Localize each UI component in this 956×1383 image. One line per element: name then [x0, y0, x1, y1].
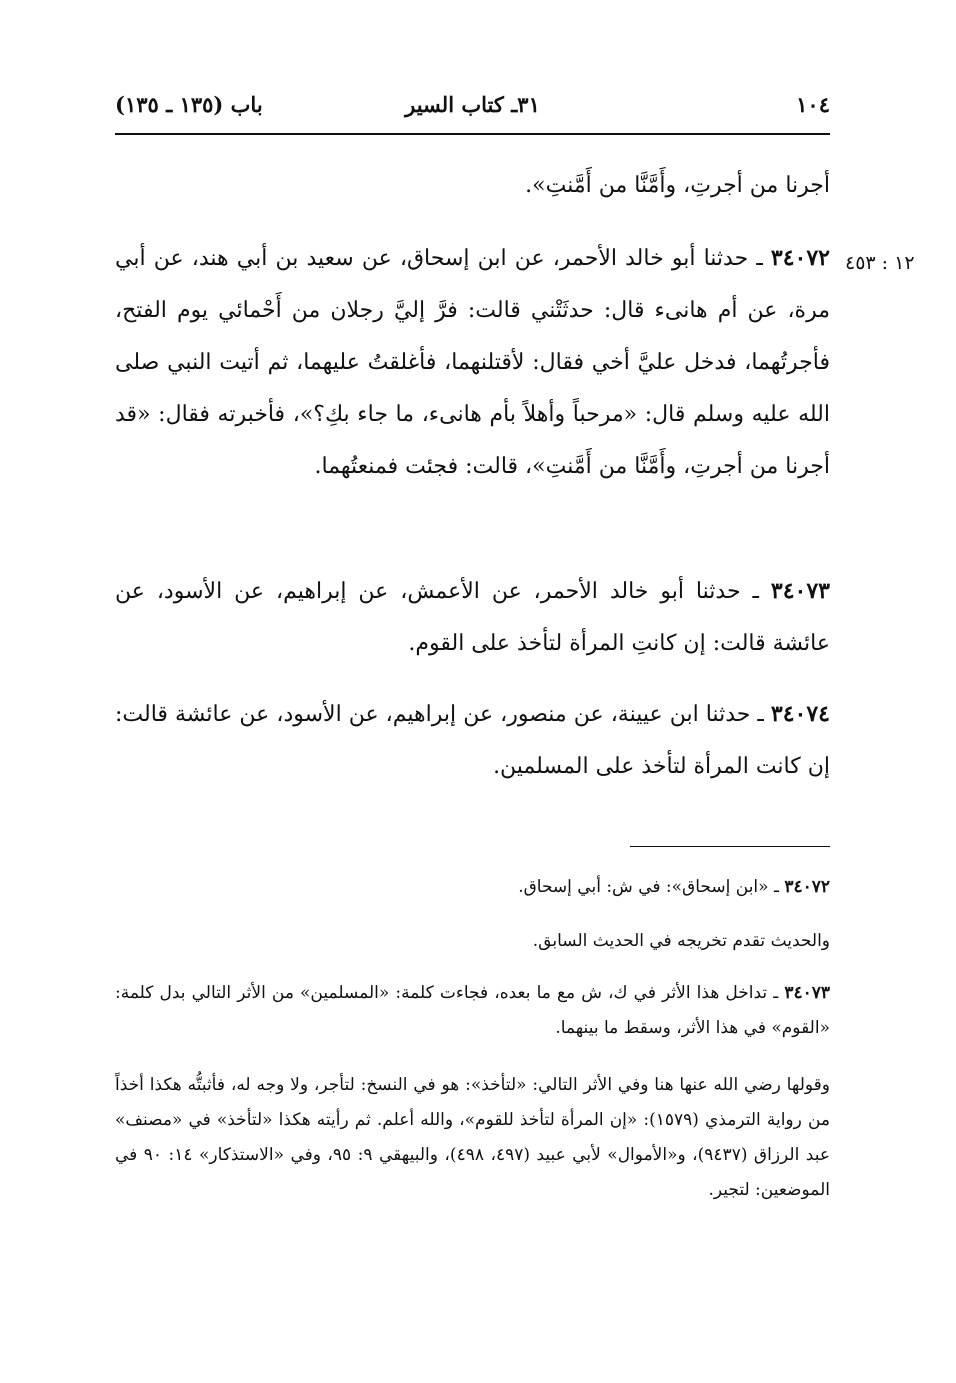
- chapter-range: باب (١٣٥ ـ ١٣٥): [115, 92, 263, 117]
- footnote-text: ـ تداخل هذا الأثر في ك، ش مع ما بعده، فجاءت كلمة: «المسلمين» من الأثر التالي بدل كلمة: «القوم» في هذا الأثر، وسقط ما بينهما.: [115, 983, 830, 1038]
- running-header: [115, 88, 830, 126]
- footnote-text: ـ «ابن إسحاق»: في ش: أبي إسحاق.: [518, 877, 785, 897]
- footnote-2: [115, 924, 830, 959]
- hadith-34072: [115, 232, 830, 493]
- margin-reference: ١٢ : ٤٥٣: [845, 252, 915, 274]
- continuation-text: أجرنا من أجرتِ، وأَمَّنَّا من أَمَّنتِ».: [525, 173, 830, 198]
- hadith-text: ـ حدثنا ابن عيينة، عن منصور، عن إبراهيم، عن الأسود، عن عائشة قالت: إن كانت المرأة لتأخذ على المسلمين.: [115, 702, 830, 779]
- hadith-34074: [115, 688, 830, 793]
- footnote-4: [115, 1068, 830, 1208]
- hadith-number: ٣٤٠٧٣: [770, 578, 830, 604]
- footnote-separator: [630, 846, 830, 847]
- hadith-text: ـ حدثنا أبو خالد الأحمر، عن الأعمش، عن إبراهيم، عن الأسود، عن عائشة قالت: إن كانتِ المرأة لتأخذ على القوم.: [115, 579, 830, 656]
- hadith-number: ٣٤٠٧٢: [770, 245, 830, 271]
- footnote-text: وقولها رضي الله عنها هنا وفي الأثر التالي: «لتأخذ»: هو في النسخ: لتأجر، ولا وجه له، فأثبتُّه هكذا أخذاً من رواية الترمذي (١٥٧٩): «إن المرأة لتأخذ للقوم»، والله أعلم. ثم رأيته هكذا «لتأخذ» في «مصنف» عبد الرزاق (٩٤٣٧)، و«الأموال» لأبي عبيد (٤٩٧، ٤٩٨)، والبيهقي ٩: ٩٥، وفي «الاستذكار» ١٤: ٩٠ في الموضعين: لتجير.: [115, 1075, 831, 1200]
- page-number: ١٠٤: [796, 92, 830, 117]
- footnote-number: ٣٤٠٧٣: [784, 983, 830, 1003]
- book-title: ٣١ـ كتاب السير: [405, 92, 540, 117]
- footnote-text: والحديث تقدم تخريجه في الحديث السابق.: [532, 931, 830, 951]
- hadith-number: ٣٤٠٧٤: [770, 701, 830, 727]
- footnote-number: ٣٤٠٧٢: [784, 877, 830, 897]
- footnote-1: [115, 870, 830, 905]
- header-rule: [115, 133, 830, 135]
- continuation-paragraph: [115, 160, 830, 212]
- hadith-text: ـ حدثنا أبو خالد الأحمر، عن ابن إسحاق، عن سعيد بن أبي هند، عن أبي مرة، عن أم هانىء قال: حدثَتْني قالت: فرَّ إليَّ رجلان من أَحْمائي يوم الفتح، فأجرتُهما، فدخل عليَّ أخي فقال: لأقتلنهما، فأغلقتُ عليهما، ثم أتيت النبي صلى الله عليه وسلم قال: «مرحباً وأهلاً بأم هانىء، ما جاء بكِ؟»، فأخبرته فقال: «قد أجرنا من أجرتِ، وأَمَّنَّا من أَمَّنتِ»، قالت: فجئت فمنعتُهما.: [115, 246, 830, 479]
- hadith-34073: [115, 565, 830, 670]
- footnote-3: [115, 976, 830, 1046]
